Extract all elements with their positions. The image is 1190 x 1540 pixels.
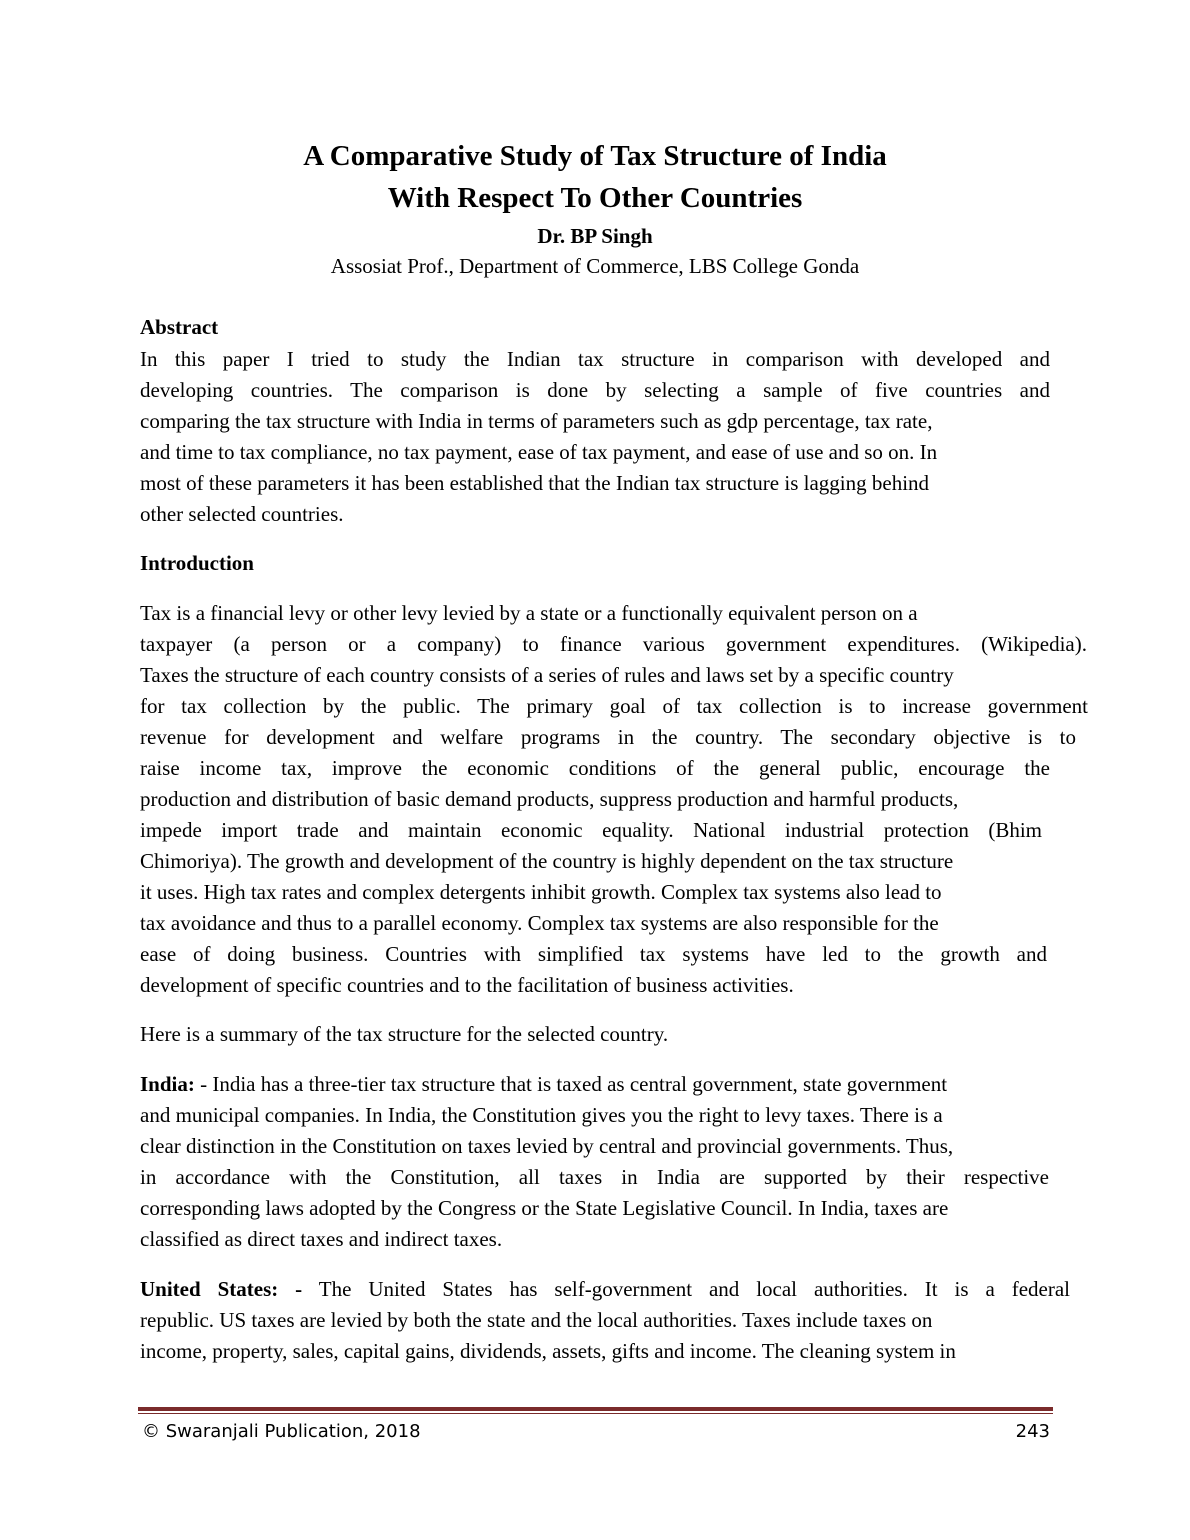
introduction-line: tax avoidance and thus to a parallel economy. Complex tax systems are also responsible for the <box>140 911 939 935</box>
introduction-line: it uses. High tax rates and complex detergents inhibit growth. Complex tax systems also lead to <box>140 880 942 904</box>
introduction-line: Tax is a financial levy or other levy levied by a state or a functionally equivalent person on a <box>140 601 918 625</box>
abstract-heading: Abstract <box>140 315 219 339</box>
india-label: India: <box>140 1072 195 1096</box>
footer-publisher: © Swaranjali Publication, 2018 <box>142 1421 421 1442</box>
author-affiliation: Assosiat Prof., Department of Commerce, LBS College Gonda <box>330 254 860 278</box>
introduction-line: development of specific countries and to the facilitation of business activities. <box>140 973 794 997</box>
introduction-line: Chimoriya). The growth and development of the country is highly dependent on the tax structure <box>140 849 954 873</box>
summary-paragraph <box>140 1019 1050 1050</box>
introduction-paragraph <box>140 598 1088 1001</box>
united-states-line: income, property, sales, capital gains, dividends, assets, gifts and income. The cleaning system in <box>140 1339 956 1363</box>
abstract-line: In this paper I tried to study the Indian tax structure in comparison with developed and <box>140 347 1050 371</box>
india-line: and municipal companies. In India, the Constitution gives you the right to levy taxes. There is a <box>140 1103 943 1127</box>
united-states-first-line-text: The United States has self-government and local authorities. It is a federal <box>302 1277 1070 1301</box>
page-number: 243 <box>1015 1421 1050 1442</box>
introduction-line: Taxes the structure of each country consists of a series of rules and laws set by a specific country <box>140 663 954 687</box>
abstract-line: comparing the tax structure with India in terms of parameters such as gdp percentage, tax rate, <box>140 409 933 433</box>
united-states-line: republic. US taxes are levied by both the state and the local authorities. Taxes include taxes on <box>140 1308 933 1332</box>
footer-rule-thin <box>138 1413 1053 1414</box>
author-name: Dr. BP Singh <box>537 224 653 248</box>
introduction-line: taxpayer (a person or a company) to finance various government expenditures. (Wikipedia). <box>140 632 1087 656</box>
introduction-heading: Introduction <box>140 551 254 575</box>
india-line: in accordance with the Constitution, all taxes in India are supported by their respective <box>140 1165 1049 1189</box>
title-line-2: With Respect To Other Countries <box>387 182 803 214</box>
india-line: clear distinction in the Constitution on taxes levied by central and provincial governments. Thus, <box>140 1134 954 1158</box>
abstract-line: and time to tax compliance, no tax payment, ease of tax payment, and ease of use and so on. In <box>140 440 938 464</box>
introduction-line: production and distribution of basic demand products, suppress production and harmful products, <box>140 787 959 811</box>
india-first-line-text: - India has a three-tier tax structure that is taxed as central government, state government <box>194 1072 948 1096</box>
india-line: classified as direct taxes and indirect taxes. <box>140 1227 503 1251</box>
united-states-label: United States: - <box>140 1277 303 1301</box>
introduction-line: revenue for development and welfare programs in the country. The secondary objective is to <box>140 725 1076 749</box>
introduction-line: ease of doing business. Countries with simplified tax systems have led to the growth and <box>140 942 1047 966</box>
abstract-line: developing countries. The comparison is done by selecting a sample of five countries and <box>140 378 1050 402</box>
india-line: corresponding laws adopted by the Congress or the State Legislative Council. In India, taxes are <box>140 1196 949 1220</box>
introduction-line: for tax collection by the public. The primary goal of tax collection is to increase government <box>140 694 1088 718</box>
footer-rule-thick <box>138 1407 1053 1411</box>
abstract-line: other selected countries. <box>140 502 344 526</box>
india-first-line <box>140 1069 1050 1100</box>
title-line-1: A Comparative Study of Tax Structure of India <box>303 140 887 172</box>
india-paragraph <box>140 1069 1050 1255</box>
introduction-line: raise income tax, improve the economic conditions of the general public, encourage the <box>140 756 1050 780</box>
introduction-line: impede import trade and maintain economic equality. National industrial protection (Bhim <box>140 818 1042 842</box>
abstract-line: most of these parameters it has been established that the Indian tax structure is lagging behind <box>140 471 930 495</box>
summary-line: Here is a summary of the tax structure for the selected country. <box>140 1022 669 1046</box>
united-states-first-line <box>140 1274 1070 1305</box>
united-states-paragraph <box>140 1274 1070 1367</box>
abstract-paragraph <box>140 344 1050 530</box>
